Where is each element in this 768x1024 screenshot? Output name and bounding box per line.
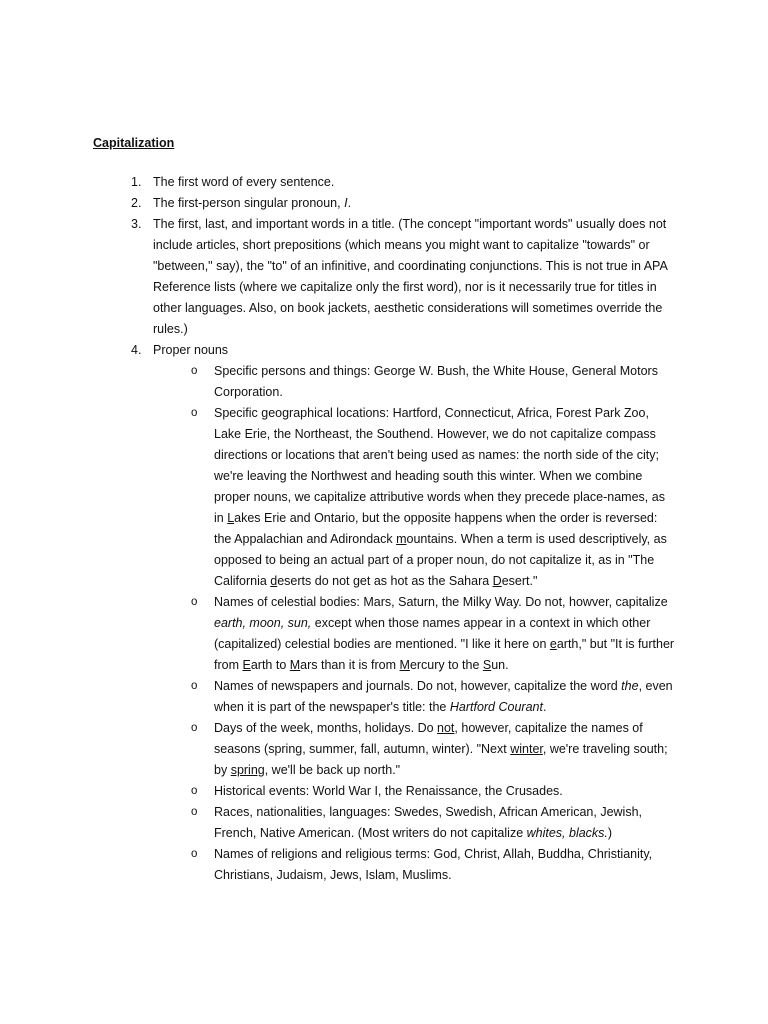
list-number: 3. bbox=[131, 217, 142, 231]
italic-text: Hartford Courant bbox=[449, 700, 543, 714]
item-text: Names of celestial bodies: Mars, Saturn, the Milky Way. Do not, howver, capitalize bbox=[214, 595, 668, 609]
underlined-letter: M bbox=[399, 658, 410, 672]
item-text: ) bbox=[607, 826, 613, 840]
item-text: Days of the week, months, holidays. Do bbox=[214, 721, 438, 735]
item-text: The first-person singular pronoun, bbox=[153, 196, 345, 210]
item-text: ercury to the bbox=[409, 658, 483, 672]
underlined-letter: L bbox=[227, 511, 235, 525]
item-text: ountains. When a term is used descriptively, as opposed to being an actual part of a proper noun, do not capitalize it, as in "The California bbox=[214, 532, 667, 588]
bullet-marker: o bbox=[191, 680, 198, 692]
sub-list-item bbox=[0, 676, 676, 718]
bullet-marker: o bbox=[191, 806, 198, 818]
item-text: , even when it is part of the newspaper's title: the bbox=[214, 679, 673, 714]
list-number: 4. bbox=[131, 343, 142, 357]
bullet-marker: o bbox=[191, 785, 198, 797]
underlined-letter: e bbox=[549, 637, 557, 651]
bullet-marker: o bbox=[191, 848, 198, 860]
item-text: . bbox=[347, 196, 352, 210]
sub-list-item bbox=[0, 718, 676, 781]
item-text: , we'll be back up north." bbox=[264, 763, 401, 777]
bullet-marker: o bbox=[191, 407, 198, 419]
item-text: arth," but "It is further from bbox=[214, 637, 675, 672]
list-item bbox=[0, 172, 673, 193]
sub-list-item bbox=[0, 802, 676, 844]
list-number: 2. bbox=[131, 196, 142, 210]
underlined-letter: S bbox=[482, 658, 492, 672]
item-text: The first, last, and important words in a title. (The concept "important words" usually does not include articles, short prepositions (which means you might want to capitalize "towards" or "between," say), the "to" of an infinitive, and coordinating conjunctions. This is not true in APA Reference lists (where we capitalize only the first word), nor is it necessarily true for titles in other languages. Also, on book jackets, aesthetic considerations will sometimes override the rules.) bbox=[153, 217, 668, 336]
item-text: arth to bbox=[250, 658, 290, 672]
italic-text: the bbox=[621, 679, 639, 693]
item-text: except when those names appear in a context in which other (capitalized) celestial bodies are mentioned. "I like it here on bbox=[214, 616, 651, 651]
underlined-letter: d bbox=[270, 574, 278, 588]
item-text: ars than it is from bbox=[300, 658, 400, 672]
list-number: 1. bbox=[131, 175, 142, 189]
sub-list-item bbox=[0, 844, 676, 886]
item-text: eserts do not get as hot as the Sahara bbox=[277, 574, 493, 588]
bullet-marker: o bbox=[191, 722, 198, 734]
item-text: Specific geographical locations: Hartford, Connecticut, Africa, Forest Park Zoo, Lake Erie, the Northeast, the Southend. However, we do not capitalize compass directions or locations that aren't being used as names: the north side of the city; we're leaving the Northwest and heading south this winter. When we combine proper nouns, we capitalize attributive words when they precede place-names, as in bbox=[214, 406, 665, 525]
item-text: , however, capitalize the names of seasons (spring, summer, fall, autumn, winter). "Next bbox=[214, 721, 643, 756]
item-text: akes Erie and Ontario, but the opposite happens when the order is reversed: the Appalachian and Adirondack bbox=[214, 511, 658, 546]
list-item bbox=[0, 340, 673, 361]
underlined-letter: E bbox=[242, 658, 251, 672]
italic-text: I bbox=[344, 196, 348, 210]
underlined-word: not bbox=[437, 721, 455, 735]
item-text: un. bbox=[491, 658, 509, 672]
item-text: Historical events: World War I, the Renaissance, the Crusades. bbox=[214, 784, 563, 798]
item-text: The first word of every sentence. bbox=[153, 175, 335, 189]
underlined-word: winter bbox=[510, 742, 543, 756]
italic-text: earth, moon, sun, bbox=[214, 616, 312, 630]
underlined-letter: m bbox=[396, 532, 407, 546]
sub-list-item bbox=[0, 781, 676, 802]
item-text: Names of religions and religious terms: God, Christ, Allah, Buddha, Christianity, Christians, Judaism, Jews, Islam, Muslims. bbox=[214, 847, 653, 882]
rule-list bbox=[0, 172, 768, 886]
item-text: esert." bbox=[501, 574, 538, 588]
item-text: . bbox=[542, 700, 547, 714]
sub-list-item bbox=[0, 592, 676, 676]
item-text: Races, nationalities, languages: Swedes, Swedish, African American, Jewish, French, Native American. (Most writers do not capitalize bbox=[214, 805, 643, 840]
bullet-marker: o bbox=[191, 365, 198, 377]
item-text: Names of newspapers and journals. Do not, however, capitalize the word bbox=[214, 679, 622, 693]
item-text: Specific persons and things: George W. Bush, the White House, General Motors Corporation. bbox=[214, 364, 658, 399]
item-text: Proper nouns bbox=[153, 343, 229, 357]
underlined-letter: M bbox=[289, 658, 301, 672]
section-heading: Capitalization bbox=[93, 136, 175, 150]
bullet-marker: o bbox=[191, 596, 198, 608]
sub-list-item bbox=[0, 403, 676, 592]
list-item bbox=[0, 214, 673, 340]
list-item bbox=[0, 193, 673, 214]
sub-list-item bbox=[0, 361, 676, 403]
italic-text: whites, blacks. bbox=[526, 826, 608, 840]
item-text: , we're traveling south; by bbox=[214, 742, 668, 777]
underlined-letter: D bbox=[492, 574, 502, 588]
underlined-word: spring bbox=[230, 763, 265, 777]
